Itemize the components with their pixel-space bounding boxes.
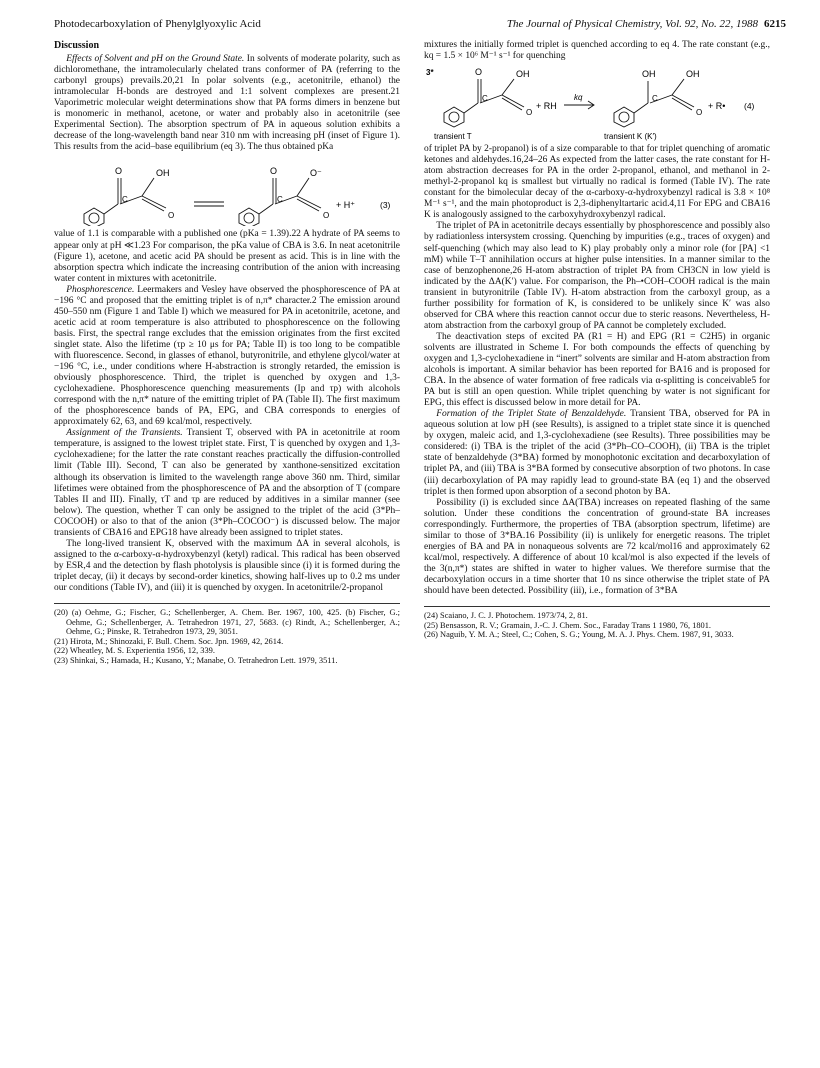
carboxyl-o-label: O [526,108,533,118]
transient-k-label: transient K (K′) [604,132,657,142]
reference-item: (23) Shinkai, S.; Hamada, H.; Kusano, Y.; Manabe, O. Tetrahedron Lett. 1979, 3511. [54,655,338,665]
running-title: Photodecarboxylation of Phenylglyoxylic Acid [54,18,261,30]
equation-number: (3) [380,200,391,211]
paragraph-text: of triplet PA by 2-propanol) is of a size comparable to that for triplet quenching of aromatic ketones and aldehydes.16,24–26 As expected from the latter cases, the rate constant for H-atom abstraction decreases for PA in the order 2-propanol, ethanol, and methanol in 2-methyl-2-propanol kq is smallest but virtually no radical is formed (Table IV). The rate constant for the bimolecular decay of the α-carboxy-α-hydroxybenzyl radical is 3.8 × 10⁸ M⁻¹ s⁻¹, and the main photoproduct is 2,3-diphenyltartaric acid.4,11 For EPG and CBA16 K is analogously assigned to the carboxyhydroxybenzyl radical. [424,144,770,221]
paragraph [54,285,400,429]
paragraph [54,54,400,153]
paragraph-text: Transient TBA, observed for PA in aqueous solution at low pH (see Results), is assigned to a triplet state since it is quenched by oxygen, maleic acid, and 1,3-cyclohexadiene (see Results). Three possibilities may be considered: (i) TBA is the triplet of the acid (3*Ph–CO–COOH), (ii) TBA is the triplet state of benzaldehyde (3*BA) formed by monophotonic excitation and decarboxylation of triplet PA, and (iii) TBA is 3*BA formed by consecutive absorption of two photons. In case (iii) decarboxylation of PA may rapidly lead to ground-state BA (eq 1) and the observed triplet is then formed upon absorption of a second photon by BA. [424,409,770,497]
paragraph-text: The triplet of PA in acetonitrile decays essentially by phosphorescence and possibly also by radiationless intersystem crossing. Quenching by impurities (e.g., traces of oxygen) and self-quenching (which may also lead to K) play probably only a minor role (for [PA] <1 mM) while T–T annihilation occurs at higher pulse intensities. In a manner similar to the case of benzophenone,26 H-atom abstraction of triplet PA from CH3CN in low yield is indicated by the ΔA(K′) value. For comparison, the Ph–•COH–COOH radical is the main transient in butyronitrile (Table IV). H-atom abstraction from the carboxyl group, as a further possibility for formation of K, is considered to be unlikely since K′ was also observed for CBA where this reaction cannot occur due to steric reasons. Nevertheless, H-atom abstraction from the carboxyl group of PA cannot be completely excluded. [424,221,770,331]
paragraph-lead: Assignment of the Transients. [66,428,183,439]
paragraph-text: In solvents of moderate polarity, such as dichloromethane, the intramolecularly chelated trans conformer of PA (referring to the carbonyl groups) prevails.20,21 In polar solvents (e.g., acetonitrile, ethanol) the intramolecular H-bonds are destroyed and 1:1 solvent complexes are present.21 Vaporimetric molecular weight determinations show that PA forms dimers in benzene but is monomeric in methanol, acetone, or water and probably also in acetonitrile (see Experimental Section). The absorption spectrum of PA in aqueous solution exhibits a decrease of the long-wavelength band near 310 nm with increasing pH (inset of Figure 1). This results from the acid–base equilibrium (eq 3). The thus obtained pKa [54,54,401,153]
carbon-label: C [277,195,283,205]
paragraph-text: The deactivation steps of excited PA (R1 = H) and EPG (R1 = C2H5) in organic solvents are illustrated in Scheme I. For both compounds the effects of quenching by oxygen and 1,3-cyclohexadiene in “inert” solvents are similar and H-atom abstraction from alcohols is important. A similar behavior has been reported for BA16 and is proposed for CBA. In the absence of water formation of free radicals via α-splitting is conceivable5 for PA but is still an open question. While triplet quenching by water is not significant for EPG, this effect is discussed below in more detail for PA. [424,331,770,409]
page-number: 6215 [764,18,786,30]
paragraph-text: mixtures the initially formed triplet is quenched according to eq 4. The rate constant (e.g., kq = 1.5 × 10⁶ M⁻¹ s⁻¹ for quenching [424,40,770,62]
radical-label: + R• [708,101,726,112]
carboxyl-o-label: O [168,211,175,221]
footnote-references [54,603,400,666]
triplet-star-label: 3* [426,68,434,78]
reference-item: (20) (a) Oehme, G.; Fischer, G.; Schellenberger, A. Chem. Ber. 1967, 100, 425. (b) Fischer, G.; Oehme, G.; Schellenberger, A. Tetrahedron 1971, 27, 5683. (c) Rindt, A.; Schellenberger, A.; Oehme, G.; Pinske, R. Tetrahedron 1973, 29, 3051. [54,608,400,637]
proton-label: + H⁺ [336,200,356,211]
section-title: Discussion [54,40,100,51]
paragraph-lead: Effects of Solvent and pH on the Ground State. [66,54,245,65]
reactant-rh-label: + RH [536,101,557,112]
footnote-references [424,606,770,640]
paragraph-text: Possibility (i) is excluded since ΔA(TBA) increases on repeated flashing of the same solution. Under these conditions the concentration of ground-state BA increases correspondingly. Furthermore, the properties of TBA (absorption spectrum, lifetime) are similar to those of 3*BA.16 Possibility (ii) is unlikely for energetic reasons. The triplet energies of BA and PA in nonaqueous solvents are 72 kcal/mol16 and approximately 62 kcal/mol, respectively. A difference of about 10 kcal/mol is also expected if the levels of the 3(n,π*) states are shifted in water to higher values. We therefore surmise that the decarboxylation occurs in a time shorter that 10 ns since otherwise the triplet state of PA should have been detected. Possibility (iii), i.e., formation of 3*BA [424,497,770,596]
carboxyl-o-label: O [323,211,330,221]
paragraph-lead: Formation of the Triplet State of Benzaldehyde. [436,409,627,420]
equation-4-scheme [424,65,770,141]
reference-item: (26) Naguib, Y. M. A.; Steel, C.; Cohen, S. G.; Young, M. A. J. Phys. Chem. 1987, 91, 3033. [424,630,734,640]
hydroxyl-label: OH [642,69,656,80]
paragraph [54,428,400,538]
paragraph-text: The long-lived transient K, observed with the maximum ΔA in several alcohols, is assigned to the α-carboxy-α-hydroxybenzyl (ketyl) radical. This radical has been observed by ESR,4 and the detection by flash photolysis is plausible since (i) it is formed during the triplet decay, (ii) it decays by second-order kinetics, showing half-lives up to 0.2 ms under our conditions (Table IV), and (iii) it is quenched by oxygen. In acetonitrile/2-propanol [54,538,400,593]
equation-number: (4) [744,101,755,112]
left-column [54,40,400,666]
carbonyl-o-label: O [115,166,123,177]
carbonyl-o-label: O [475,67,483,78]
equation-3-scheme [54,156,400,226]
anion-o-label: O⁻ [310,168,322,179]
reference-item: (25) Bensasson, R. V.; Gramain, J.-C. J. Chem. Soc., Faraday Trans 1 1980, 76, 1801. [424,620,711,630]
hydroxyl-label: OH [686,69,700,80]
carboxyl-o-label: O [696,108,703,118]
carbon-label: C [482,94,488,104]
carbon-label: C [122,195,128,205]
paragraph-text: value of 1.1 is comparable with a published one (pKa = 1.39).22 A hydrate of PA seems to appear only at pH ≪1.23 For comparison, the pKa value of CBA is 3.6. In neat acetonitrile (Figure 1), acetone, and acetic acid PA should be present as acid. This is in line with the absorption spectra which indicate the increasing contribution of the anion with increasing water content in mixtures with acetonitrile. [54,229,400,284]
reference-item: (22) Wheatley, M. S. Experientia 1956, 12, 339. [54,646,215,656]
hydroxyl-label: OH [156,168,170,179]
paragraph-lead: Phosphorescence. [66,284,135,295]
hydroxyl-label: OH [516,69,530,80]
paragraph-text: Transient T, observed with PA in acetonitrile at room temperature, is assigned to the lowest triplet state. First, T is quenched by oxygen and 1,3-cyclohexadiene; for the latter the rate constant reaches practically the diffusion-controlled limit (Table III). Second, T can also be generated by xanthone-sensitized excitation although its observation is limited to the wavelength range above 360 nm. Third, similar lifetimes were obtained from the phosphorescence of PA and the absorption of T (compare Tables II and III). Finally, τT and τp are reduced by additives in a similar manner (see below). The question, whether T can only be assigned to the triplet of the acid (3*Ph–COCOOH) or also to that of the anion (3*Ph–COCOO⁻) is discussed below. The major transients of CBA16 and EPG18 have already been assigned to triplet states. [54,428,400,538]
reference-item: (24) Scaiano, J. C. J. Photochem. 1973/74, 2, 81. [424,611,588,621]
paragraph-text: Leermakers and Vesley have observed the phosphorescence of PA at −196 °C and proposed that the emitting triplet is of n,π* character.2 The emission around 450–550 nm (Figure 1 and Table I) which we measured for PA in acetonitrile, acetone, and acetic acid at room temperature is also attributed to phosphorescence on the following basis. First, the spectral range excludes that the emission originates from the first excited singlet state. Also the lifetime (τp ≥ 10 μs for PA; Table II) is too long to be compatible with fluorescence. Second, in glasses of ethanol, butyronitrile, and ethylene glycol/water at −196 °C, i.e., under conditions where H-abstraction is strongly retarded, the emission is obviously phosphorescence. Third, the triplet is quenched by oxygen and 1,3-cyclohexadiene. Phosphorescence quenching measurements (Ip and τp) with alcohols correspond with the n,π* nature of the emitting triplet of PA (Table II). The first maximum of the phosphorescence bands of PA, EPG, and CBA corresponds to energies of approximately 62, 63, and 69 kcal/mol, respectively. [54,284,400,428]
journal-header [507,18,786,30]
carbon-label: C [652,94,658,104]
reference-item: (21) Hirota, M.; Shinozaki, F. Bull. Chem. Soc. Jpn. 1969, 42, 2614. [54,636,284,646]
right-column [424,40,770,640]
rate-constant-label: kq [574,93,583,103]
paragraph [424,409,770,497]
transient-t-label: transient T [434,132,472,142]
journal-citation: The Journal of Physical Chemistry, Vol. 92, No. 22, 1988 [506,18,758,30]
carbonyl-o-label: O [270,166,278,177]
